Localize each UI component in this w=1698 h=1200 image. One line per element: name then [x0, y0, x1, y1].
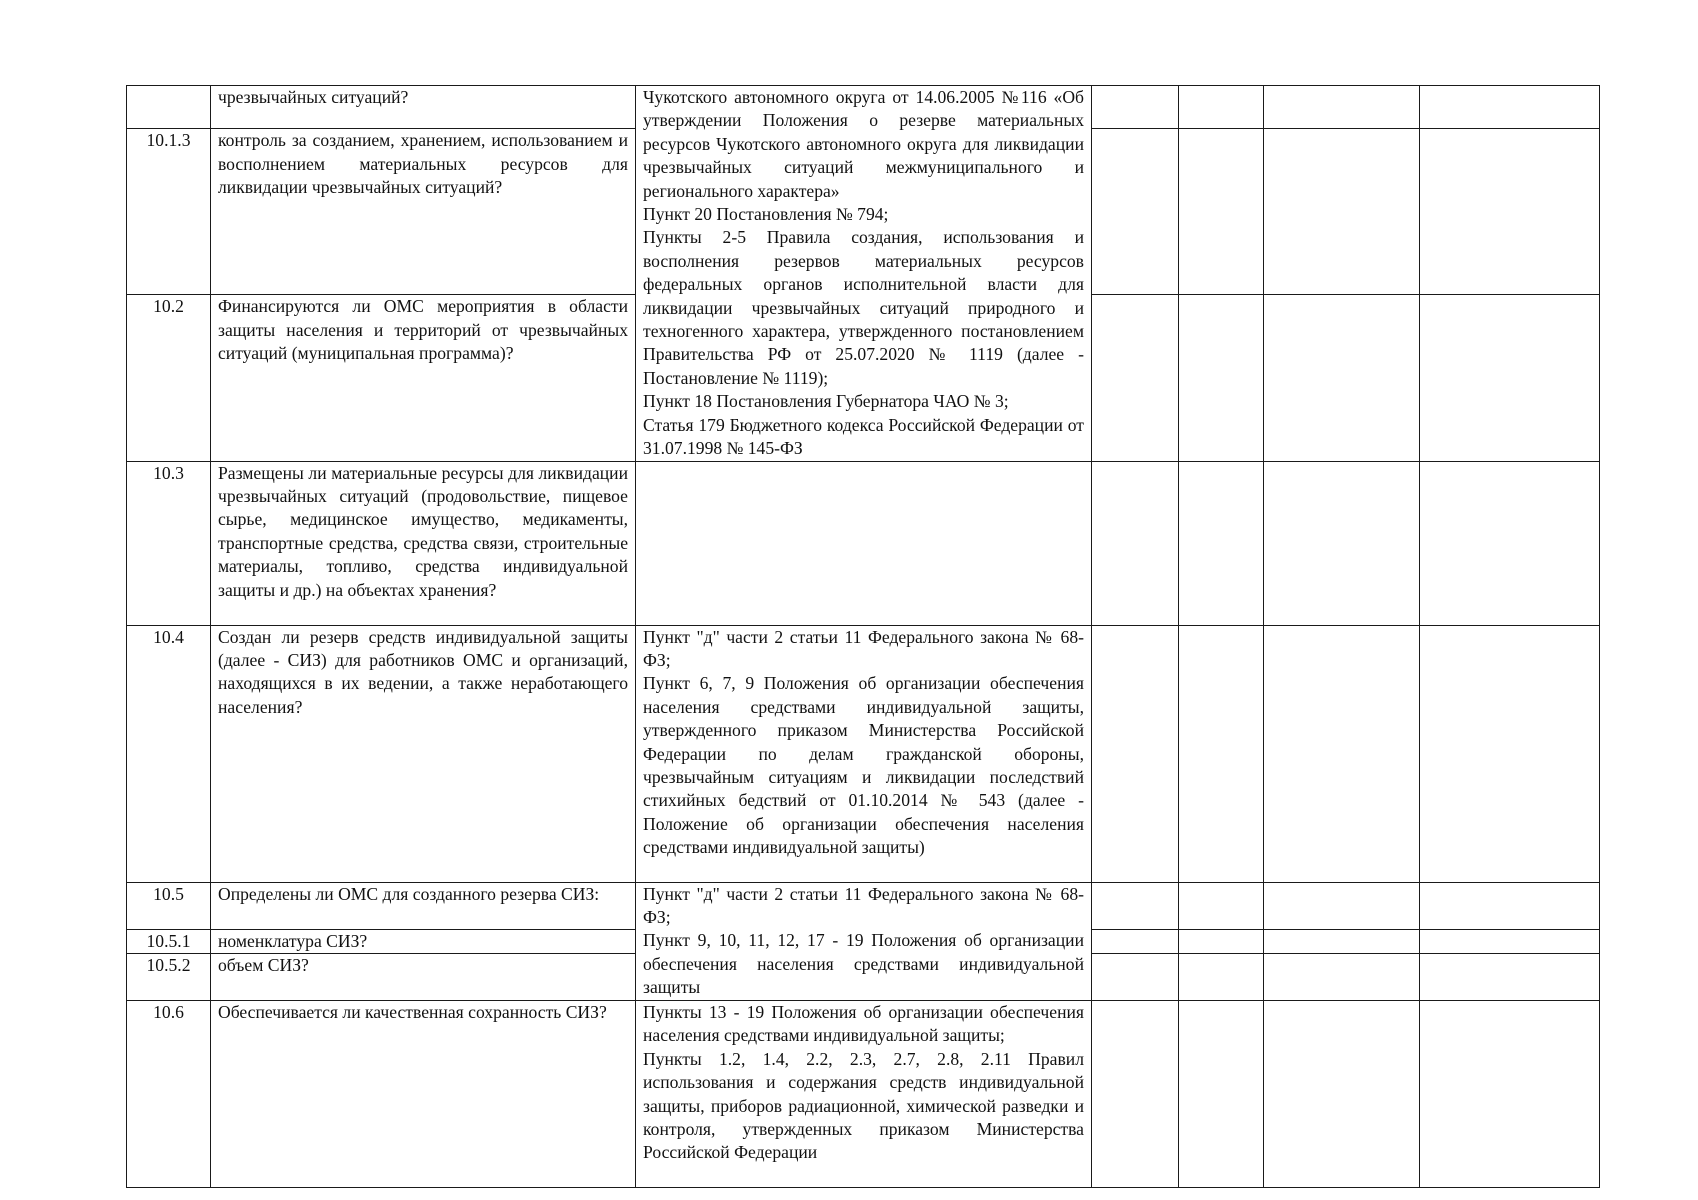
- legal-reference: Пункт "д" части 2 статьи 11 Федерального закона № 68-ФЗ;: [643, 883, 1084, 927]
- notes-cell: [1420, 882, 1600, 929]
- legal-reference: Пункт "д" части 2 статьи 11 Федерального закона № 68-ФЗ;: [643, 626, 1084, 670]
- answer-cell-no: [1179, 929, 1264, 953]
- notes-cell: [1420, 953, 1600, 1000]
- question-cell: контроль за созданием, хранением, использованием и восполнением материальных ресурсов для ликвидации чрезвычайных ситуаций?: [211, 129, 636, 295]
- legal-reference: Пункт 18 Постановления Губернатора ЧАО № 3;: [643, 391, 1009, 412]
- answer-cell-na: [1264, 295, 1420, 461]
- answer-cell-yes: [1092, 953, 1179, 1000]
- legal-reference-cell: [636, 86, 1092, 462]
- legal-reference-cell: [636, 1000, 1092, 1187]
- row-number: 10.2: [127, 295, 211, 461]
- answer-cell-na: [1264, 1000, 1420, 1187]
- row-number: 10.5: [127, 882, 211, 929]
- answer-cell-na: [1264, 929, 1420, 953]
- table-row: [127, 1000, 1600, 1187]
- row-number: 10.5.2: [127, 953, 211, 1000]
- legal-reference-cell-continued: [636, 461, 1092, 625]
- legal-reference: Статья 179 Бюджетного кодекса Российской Федерации от 31.07.1998 № 145-ФЗ: [643, 414, 1084, 459]
- notes-cell: [1420, 461, 1600, 625]
- legal-reference: Чукотского автономного округа от 14.06.2005 №116 «Об утверждении Положения о резерве материальных ресурсов Чукотского автономного округа для ликвидации чрезвычайных ситуаций межмуниципального и регионального характера»: [643, 87, 1084, 201]
- answer-cell-yes: [1092, 86, 1179, 129]
- answer-cell-no: [1179, 1000, 1264, 1187]
- notes-cell: [1420, 929, 1600, 953]
- legal-reference: Пункты 2-5 Правила создания, использования и восполнения резервов материальных ресурсов федеральных органов исполнительной власти для ликвидации чрезвычайных ситуаций природного и техногенного характера, утвержденного постановлением Правительства РФ от 25.07.2020 № 1119 (далее - Постановление № 1119);: [643, 227, 1084, 388]
- row-number: [127, 86, 211, 129]
- answer-cell-no: [1179, 625, 1264, 882]
- answer-cell-na: [1264, 625, 1420, 882]
- notes-cell: [1420, 86, 1600, 129]
- answer-cell-na: [1264, 129, 1420, 295]
- legal-reference-cell: [636, 882, 1092, 1000]
- answer-cell-yes: [1092, 882, 1179, 929]
- table-row: [127, 882, 1600, 929]
- notes-cell: [1420, 129, 1600, 295]
- question-cell: Создан ли резерв средств индивидуальной защиты (далее - СИЗ) для работников ОМС и организаций, находящихся в их ведении, а также неработающего населения?: [211, 625, 636, 882]
- answer-cell-na: [1264, 882, 1420, 929]
- question-cell: чрезвычайных ситуаций?: [211, 86, 636, 129]
- table-row: [127, 86, 1600, 129]
- legal-reference: Пункты 1.2, 1.4, 2.2, 2.3, 2.7, 2.8, 2.11 Правил использования и содержания средств индивидуальной защиты, приборов радиационной, химической разведки и контроля, утвержденных приказом Министерства Российской Федерации: [643, 1048, 1084, 1163]
- question-cell: номенклатура СИЗ?: [211, 929, 636, 953]
- notes-cell: [1420, 295, 1600, 461]
- answer-cell-yes: [1092, 295, 1179, 461]
- answer-cell-na: [1264, 461, 1420, 625]
- legal-reference: Пункт 6, 7, 9 Положения об организации обеспечения населения средствами индивидуальной защиты, утвержденного приказом Министерства Российской Федерации по делам гражданской обороны, чрезвычайным ситуациям и ликвидации последствий стихийных бедствий от 01.10.2014 № 543 (далее - Положение об организации обеспечения населения средствами индивидуальной защиты): [643, 673, 1084, 858]
- legal-reference: Пункт 9, 10, 11, 12, 17 - 19 Положения об организации обеспечения населения средствами индивидуальной защиты: [643, 930, 1084, 998]
- question-cell: Обеспечивается ли качественная сохранность СИЗ?: [211, 1000, 636, 1187]
- row-number: 10.6: [127, 1000, 211, 1187]
- row-number: 10.3: [127, 461, 211, 625]
- question-cell: Финансируются ли ОМС мероприятия в области защиты населения и территорий от чрезвычайных ситуаций (муниципальная программа)?: [211, 295, 636, 461]
- checklist-table: [126, 85, 1600, 1188]
- answer-cell-yes: [1092, 625, 1179, 882]
- notes-cell: [1420, 625, 1600, 882]
- answer-cell-no: [1179, 461, 1264, 625]
- legal-reference-cell: [636, 625, 1092, 882]
- table-row: [127, 461, 1600, 625]
- row-number: 10.1.3: [127, 129, 211, 295]
- legal-reference: Пункт 20 Постановления № 794;: [643, 204, 889, 225]
- answer-cell-no: [1179, 953, 1264, 1000]
- answer-cell-yes: [1092, 129, 1179, 295]
- question-cell: объем СИЗ?: [211, 953, 636, 1000]
- question-cell: Размещены ли материальные ресурсы для ликвидации чрезвычайных ситуаций (продовольствие, пищевое сырье, медицинское имущество, медикаменты, транспортные средства, средства связи, строительные материалы, топливо, средства индивидуальной защиты и др.) на объектах хранения?: [211, 461, 636, 625]
- answer-cell-no: [1179, 882, 1264, 929]
- answer-cell-yes: [1092, 1000, 1179, 1187]
- legal-reference: Пункты 13 - 19 Положения об организации обеспечения населения средствами индивидуальной защиты;: [643, 1001, 1084, 1046]
- question-cell: Определены ли ОМС для созданного резерва СИЗ:: [211, 882, 636, 929]
- answer-cell-no: [1179, 129, 1264, 295]
- row-number: 10.4: [127, 625, 211, 882]
- answer-cell-no: [1179, 295, 1264, 461]
- answer-cell-yes: [1092, 461, 1179, 625]
- answer-cell-na: [1264, 86, 1420, 129]
- table-row: [127, 625, 1600, 882]
- row-number: 10.5.1: [127, 929, 211, 953]
- answer-cell-yes: [1092, 929, 1179, 953]
- answer-cell-na: [1264, 953, 1420, 1000]
- notes-cell: [1420, 1000, 1600, 1187]
- answer-cell-no: [1179, 86, 1264, 129]
